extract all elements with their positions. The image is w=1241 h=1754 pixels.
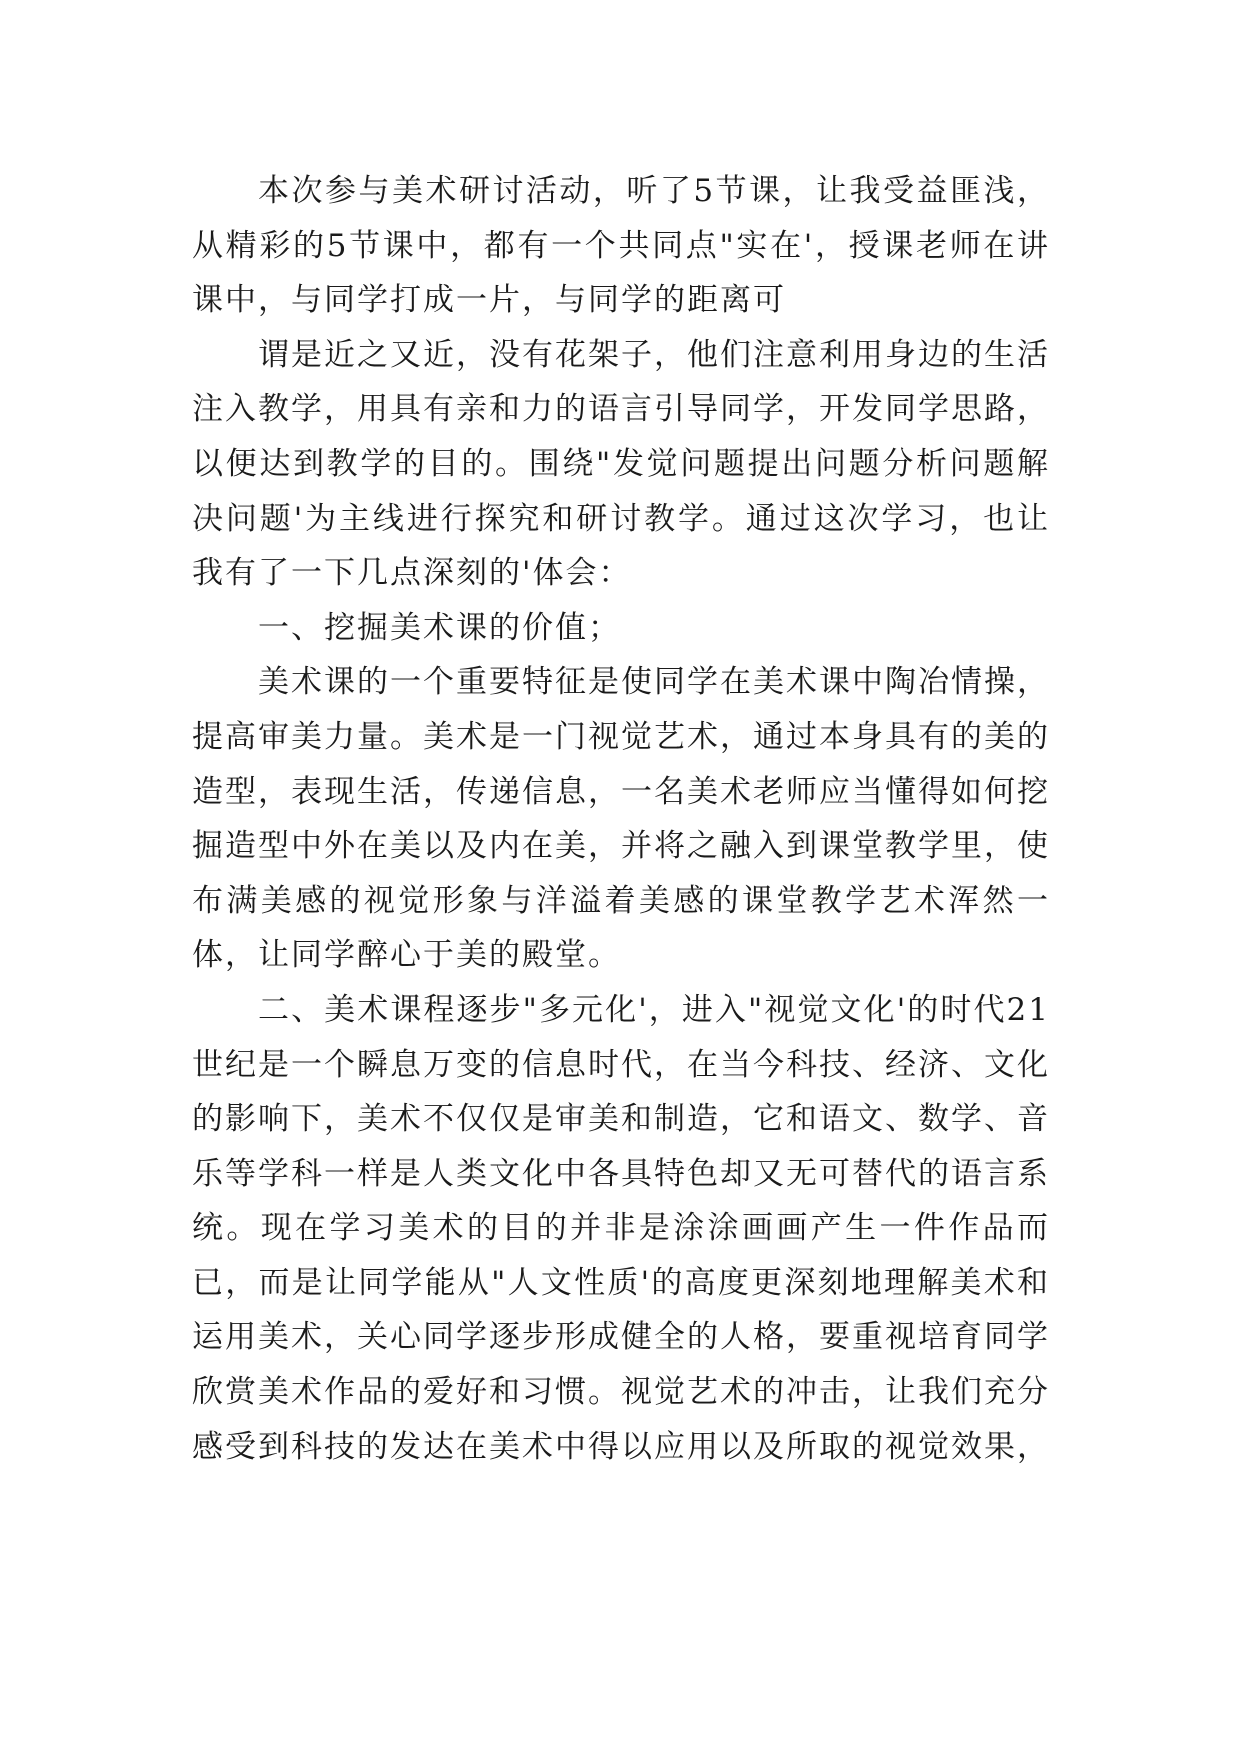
paragraph-3-heading: 一、挖掘美术课的价值；	[258, 609, 621, 646]
paragraph-5: 二、美术课程逐步"多元化'，进入"视觉文化'的时代21世纪是一个瞬息万变的信息时代，在当今科技、经济、文化的影响下，美术不仅仅是审美和制造，它和语文、数学、音乐等学科一样是人类文化中各具特色却又无可替代的语言系统。现在学习美术的目的并非是涂涂画画产生一件作品而已，而是让同学能从"人文性质'的高度更深刻地理解美术和运用美术，关心同学逐步形成健全的人格，要重视培育同学欣赏美术作品的爱好和习惯。视觉艺术的冲击，让我们充分感受到科技的发达在美术中得以应用以及所取的视觉效果，	[192, 991, 1050, 1465]
paragraph-2: 谓是近之又近，没有花架子，他们注意利用身边的生活注入教学，用具有亲和力的语言引导同学，开发同学思路，以便达到教学的目的。围绕"发觉问题提出问题分析问题解决问题'为主线进行探究和研讨教学。通过这次学习，也让我有了一下几点深刻的'体会：	[192, 336, 1050, 592]
paragraph-1: 本次参与美术研讨活动，听了5节课，让我受益匪浅，从精彩的5节课中，都有一个共同点"实在'，授课老师在讲课中，与同学打成一片，与同学的距离可	[192, 173, 1050, 319]
document-body	[192, 164, 1050, 1474]
paragraph-4: 美术课的一个重要特征是使同学在美术课中陶冶情操，提高审美力量。美术是一门视觉艺术，通过本身具有的美的造型，表现生活，传递信息，一名美术老师应当懂得如何挖掘造型中外在美以及内在美，并将之融入到课堂教学里，使布满美感的视觉形象与洋溢着美感的课堂教学艺术浑然一体，让同学醉心于美的殿堂。	[192, 664, 1050, 974]
